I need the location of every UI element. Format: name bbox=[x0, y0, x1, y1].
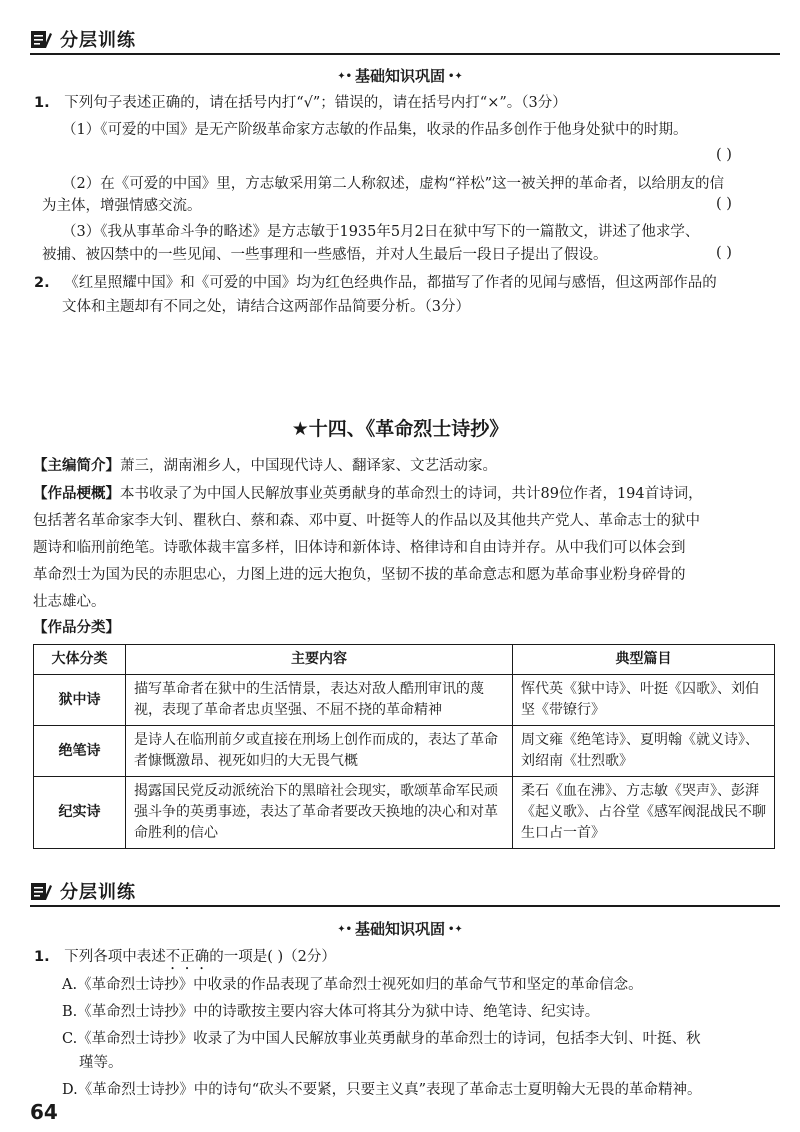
ornament-left-icon: ✦• bbox=[337, 924, 352, 935]
summary-line-4: 革命烈士为国为民的赤胆忠心，力图上进的远大抱负，坚韧不拔的革命意志和愿为革命事业粉身碎骨的 bbox=[33, 567, 686, 583]
author-intro: 【主编简介】萧三，湖南湘乡人，中国现代诗人、翻译家、文艺活动家。 bbox=[33, 458, 497, 474]
table-header: 典型篇目 bbox=[513, 645, 775, 675]
option-a[interactable]: A.《革命烈士诗抄》中收录的作品表现了革命烈士视死如归的革命气节和坚定的革命信念。 bbox=[62, 977, 643, 993]
subsection-title: ✦• 基础知识巩固 •✦ bbox=[337, 67, 463, 85]
table-cell-content: 是诗人在临刑前夕或直接在刑场上创作而成的，表达了革命者慷慨激昂、视死如归的大无畏气概 bbox=[126, 726, 513, 777]
table-row bbox=[34, 675, 775, 726]
summary-line-1: 【作品梗概】本书收录了为中国人民解放事业英勇献身的革命烈士的诗词，共计89位作者，194首诗词， bbox=[33, 486, 703, 502]
option-b[interactable]: B.《革命烈士诗抄》中的诗歌按主要内容大体可将其分为狱中诗、绝笔诗、纪实诗。 bbox=[62, 1004, 600, 1020]
classification-table bbox=[33, 644, 775, 849]
statement-2: （2）在《可爱的中国》里，方志敏采用第二人称叙述，虚构“祥松”这一被关押的革命者，以给朋友的信 bbox=[62, 176, 725, 192]
ornament-right-icon: •✦ bbox=[448, 71, 463, 82]
section-divider bbox=[30, 905, 780, 907]
section-divider bbox=[30, 53, 780, 55]
summary-line-2: 包括著名革命家李大钊、瞿秋白、蔡和森、邓中夏、叶挺等人的作品以及其他共产党人、革命志士的狱中 bbox=[33, 513, 700, 529]
section-title: 分层训练 bbox=[60, 30, 136, 51]
section-title: 分层训练 bbox=[60, 882, 136, 903]
pencil-note-icon bbox=[30, 880, 52, 902]
question-2: 2. 《红星照耀中国》和《可爱的中国》均为红色经典作品，都描写了作者的见闻与感悟，但这两部作品的 bbox=[34, 275, 717, 291]
table-header: 大体分类 bbox=[34, 645, 126, 675]
table-cell-works: 恽代英《狱中诗》、叶挺《囚歌》、刘伯坚《带镣行》 bbox=[513, 675, 775, 726]
table-cell-works: 柔石《血在沸》、方志敏《哭声》、彭湃《起义歌》、占谷堂《感军阀混战民不聊生口占一首》 bbox=[513, 777, 775, 849]
option-c-cont: 瑾等。 bbox=[79, 1055, 123, 1071]
statement-3-cont: 被捕、被囚禁中的一些见闻、一些事理和一些感悟，并对人生最后一段日子提出了假设。 bbox=[42, 247, 608, 263]
table-cell-content: 揭露国民党反动派统治下的黑暗社会现实，歌颂革命军民顽强斗争的英勇事迹，表达了革命者要改天换地的决心和对革命胜利的信心 bbox=[126, 777, 513, 849]
statement-1: （1）《可爱的中国》是无产阶级革命家方志敏的作品集，收录的作品多创作于他身处狱中的时期。 bbox=[62, 122, 688, 138]
table-cell-category: 绝笔诗 bbox=[34, 726, 126, 777]
option-d[interactable]: D.《革命烈士诗抄》中的诗句“砍头不要紧，只要主义真”表现了革命志士夏明翰大无畏的革命精神。 bbox=[62, 1082, 702, 1098]
table-cell-category: 狱中诗 bbox=[34, 675, 126, 726]
table-cell-category: 纪实诗 bbox=[34, 777, 126, 849]
answer-bracket-1[interactable]: ( ) bbox=[716, 147, 732, 163]
category-label: 【作品分类】 bbox=[33, 620, 120, 636]
table-row bbox=[34, 777, 775, 849]
table-cell-content: 描写革命者在狱中的生活情景，表达对敌人酷刑审讯的蔑视，表现了革命者忠贞坚强、不屈不挠的革命精神 bbox=[126, 675, 513, 726]
statement-3: （3）《我从事革命斗争的略述》是方志敏于1935年5月2日在狱中写下的一篇散文，讲述了他求学、 bbox=[62, 224, 700, 240]
question-2-cont: 文体和主题却有不同之处，请结合这两部作品简要分析。（3分） bbox=[62, 299, 470, 315]
section-header-2 bbox=[30, 876, 136, 906]
chapter-title: ★十四、《革命烈士诗抄》 bbox=[291, 418, 509, 440]
page-number: 64 bbox=[30, 1100, 58, 1124]
answer-bracket-3[interactable]: ( ) bbox=[716, 245, 732, 261]
subsection-title: ✦• 基础知识巩固 •✦ bbox=[337, 920, 463, 938]
statement-2-cont: 为主体，增强情感交流。 bbox=[42, 198, 202, 214]
question-1-mc: 1. 下列各项中表述不正确的一项是( )（2分） bbox=[34, 949, 336, 965]
summary-line-3: 题诗和临刑前绝笔。诗歌体裁丰富多样，旧体诗和新体诗、格律诗和自由诗并存。从中我们可以体会到 bbox=[33, 540, 686, 556]
pencil-note-icon bbox=[30, 28, 52, 50]
question-1: 1. 下列句子表述正确的，请在括号内打“√”；错误的，请在括号内打“×”。（3分） bbox=[34, 95, 567, 111]
summary-line-5: 壮志雄心。 bbox=[33, 594, 106, 610]
option-c[interactable]: C.《革命烈士诗抄》收录了为中国人民解放事业英勇献身的革命烈士的诗词，包括李大钊、叶挺、秋 bbox=[62, 1031, 701, 1047]
ornament-left-icon: ✦• bbox=[337, 71, 352, 82]
table-cell-works: 周文雍《绝笔诗》、夏明翰《就义诗》、刘绍南《壮烈歌》 bbox=[513, 726, 775, 777]
ornament-right-icon: •✦ bbox=[448, 924, 463, 935]
table-header: 主要内容 bbox=[126, 645, 513, 675]
section-header bbox=[30, 24, 136, 54]
emphasis-text: 不正确 bbox=[165, 949, 210, 965]
table-row bbox=[34, 726, 775, 777]
table-header-row bbox=[34, 645, 775, 675]
answer-bracket-2[interactable]: ( ) bbox=[716, 196, 732, 212]
